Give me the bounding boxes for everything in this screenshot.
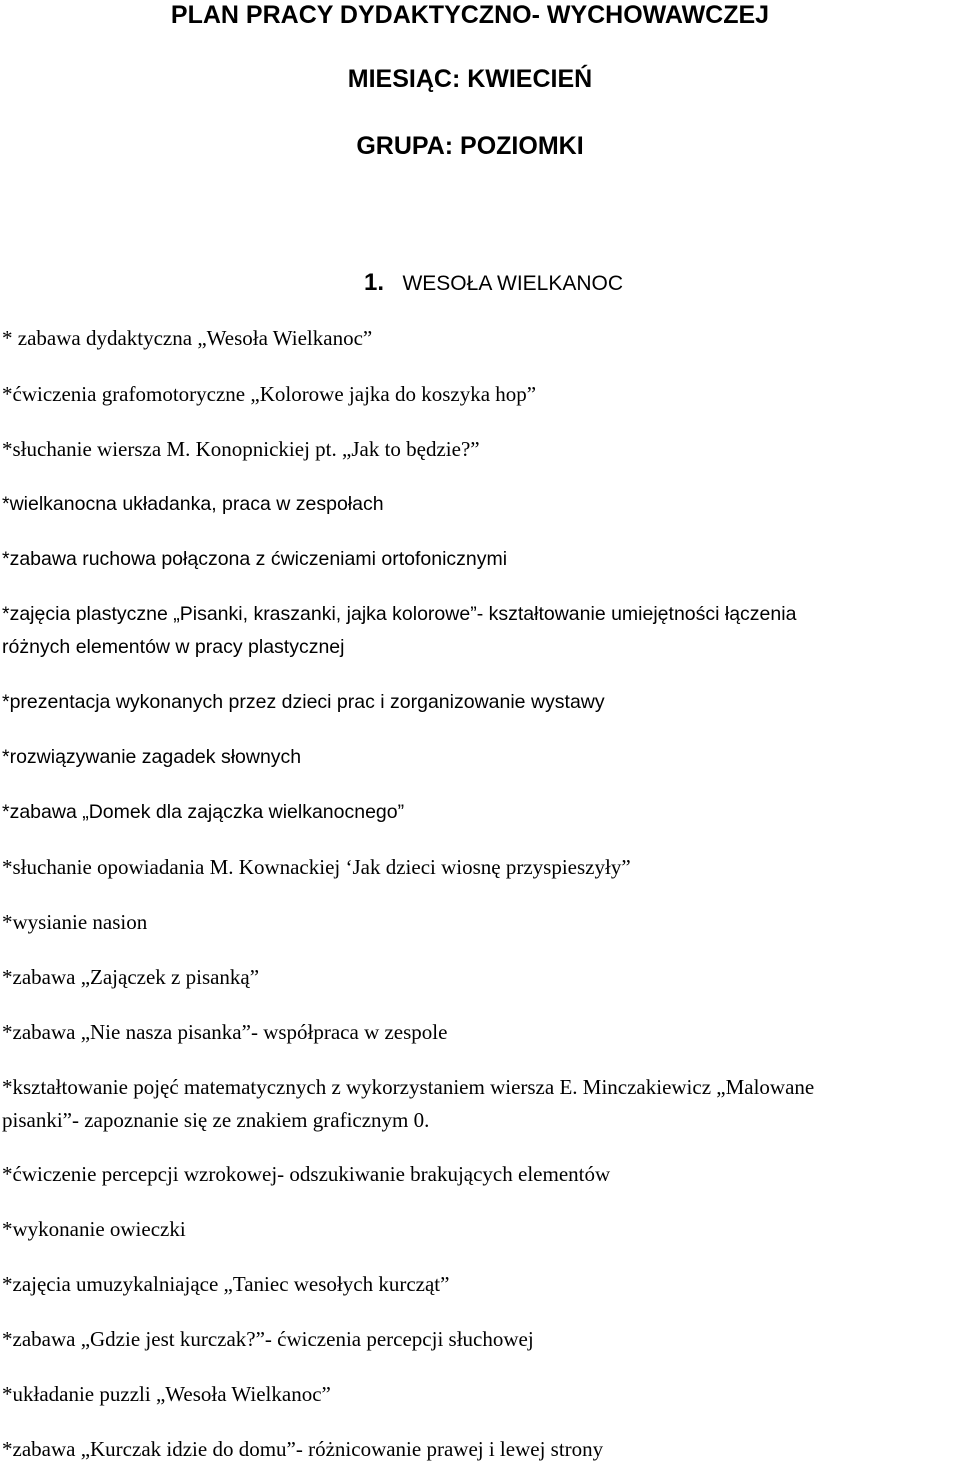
list-item: *wysianie nasion	[2, 910, 148, 934]
list-item: *wykonanie owieczki	[2, 1217, 186, 1241]
section-number: 1.	[364, 269, 385, 296]
list-item: * zabawa dydaktyczna „Wesoła Wielkanoc”	[2, 326, 373, 350]
document-title: PLAN PRACY DYDAKTYCZNO- WYCHOWAWCZEJ	[170, 1, 770, 29]
list-item: *ćwiczenia grafomotoryczne „Kolorowe jajka do koszyka hop”	[2, 382, 537, 406]
month-heading: MIESIĄC: KWIECIEŃ	[347, 65, 593, 93]
list-item: *zabawa „Domek dla zajączka wielkanocnego”	[2, 801, 405, 823]
list-item: *słuchanie opowiadania M. Kownackiej ‘Jak dzieci wiosnę przyspieszyły”	[2, 855, 631, 879]
group-heading: GRUPA: POZIOMKI	[356, 132, 584, 160]
section-title: WESOŁA WIELKANOC	[402, 272, 624, 295]
list-item: *ćwiczenie percepcji wzrokowej- odszukiwanie brakujących elementów	[2, 1162, 611, 1186]
list-item-continuation: pisanki”- zapoznanie się ze znakiem graficznym 0.	[2, 1108, 430, 1132]
list-item: *rozwiązywanie zagadek słownych	[2, 746, 302, 768]
list-item: *zajęcia plastyczne „Pisanki, kraszanki, jajka kolorowe”- kształtowanie umiejętności łączenia	[2, 603, 797, 625]
list-item: *zajęcia umuzykalniające „Taniec wesołych kurcząt”	[2, 1272, 450, 1296]
list-item: *kształtowanie pojęć matematycznych z wykorzystaniem wiersza E. Minczakiewicz „Malowane	[2, 1075, 815, 1099]
section-heading	[364, 268, 623, 301]
list-item: *zabawa „Zajączek z pisanką”	[2, 965, 260, 989]
list-item: *układanie puzzli „Wesoła Wielkanoc”	[2, 1382, 331, 1406]
list-item: *zabawa ruchowa połączona z ćwiczeniami ortofonicznymi	[2, 548, 508, 570]
list-item: *prezentacja wykonanych przez dzieci prac i zorganizowanie wystawy	[2, 691, 605, 713]
list-item: *wielkanocna układanka, praca w zespołach	[2, 493, 384, 515]
list-item-continuation: różnych elementów w pracy plastycznej	[2, 636, 345, 658]
list-item: *słuchanie wiersza M. Konopnickiej pt. „Jak to będzie?”	[2, 437, 480, 461]
list-item: *zabawa „Gdzie jest kurczak?”- ćwiczenia percepcji słuchowej	[2, 1327, 534, 1351]
list-item: *zabawa „Kurczak idzie do domu”- różnicowanie prawej i lewej strony	[2, 1437, 604, 1461]
list-item: *zabawa „Nie nasza pisanka”- współpraca w zespole	[2, 1020, 448, 1044]
